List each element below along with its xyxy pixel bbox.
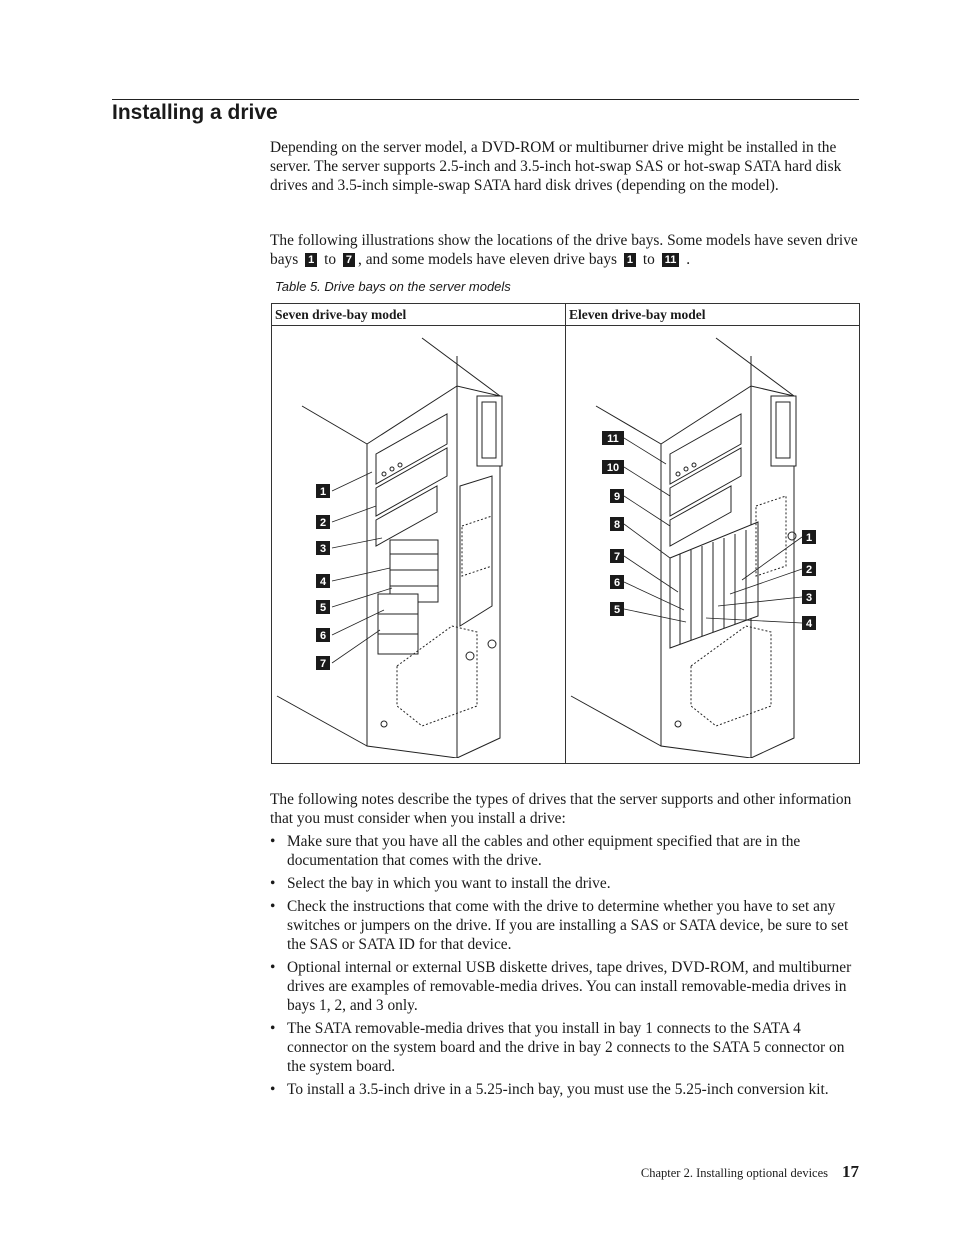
callout-2: 2	[319, 517, 327, 529]
eleven-bay-server-illustration	[566, 326, 859, 758]
callout-1: 1	[805, 532, 813, 544]
drive-bays-table	[271, 303, 860, 764]
callout-4: 4	[319, 576, 327, 588]
footer-chapter: Chapter 2. Installing optional devices	[640, 1166, 828, 1180]
bays-text-1: The following illustrations show the locations of the drive bays. Some models have seven drive bays	[270, 232, 858, 268]
bays-to-1: to	[324, 251, 337, 268]
callout-8: 8	[613, 519, 621, 531]
callout-badge: 7	[343, 253, 355, 267]
note-text: Optional internal or external USB diskette drives, tape drives, DVD-ROM, and multiburner drives are examples of removable-media drives. You can install removable-media drives in bays 1, 2, and 3 only.	[287, 959, 852, 1014]
page-footer	[641, 1162, 859, 1182]
callout-11: 11	[607, 433, 619, 445]
page-number: 17	[842, 1162, 859, 1181]
list-item	[270, 958, 860, 1015]
note-text: Select the bay in which you want to install the drive.	[287, 875, 611, 892]
note-text: Check the instructions that come with the drive to determine whether you have to set any switches or jumpers on the drive. If you are installing a SAS or SATA device, be sure to set the SAS or SATA ID for that device.	[287, 898, 849, 953]
eleven-bay-callouts-right	[802, 530, 816, 630]
callout-badge: 11	[662, 253, 680, 267]
callout-4: 4	[805, 618, 813, 630]
bullet: •	[270, 1081, 276, 1098]
callout-7: 7	[613, 551, 621, 563]
callout-badge: 1	[305, 253, 317, 267]
bays-text-2: , and some models have eleven drive bays	[358, 251, 618, 268]
callout-3: 3	[805, 592, 813, 604]
list-item	[270, 897, 860, 954]
bullet: •	[270, 898, 276, 915]
note-text: To install a 3.5-inch drive in a 5.25-inch bay, you must use the 5.25-inch conversion kit.	[287, 1081, 829, 1098]
seven-bay-server-illustration	[272, 326, 565, 758]
callout-10: 10	[606, 462, 620, 474]
bullet: •	[270, 833, 276, 850]
bays-end: .	[686, 251, 691, 268]
callout-9: 9	[613, 491, 621, 503]
callout-6: 6	[319, 630, 327, 642]
column-header-eleven: Eleven drive-bay model	[566, 304, 860, 326]
bullet: •	[270, 875, 276, 892]
column-header-seven: Seven drive-bay model	[272, 304, 566, 326]
list-item	[270, 874, 860, 893]
notes-intro: The following notes describe the types of drives that the server supports and other information that you must consider when you install a drive:	[270, 791, 852, 827]
callout-3: 3	[319, 543, 327, 555]
list-item	[270, 832, 860, 870]
callout-badge: 1	[624, 253, 636, 267]
table-caption: Table 5. Drive bays on the server models	[275, 279, 511, 294]
bays-paragraph	[270, 231, 860, 269]
page-heading: Installing a drive	[112, 101, 278, 124]
eleven-bay-callouts-left	[602, 431, 624, 616]
callout-7: 7	[319, 658, 327, 670]
eleven-bay-illustration-cell	[566, 326, 860, 764]
intro-paragraph: Depending on the server model, a DVD-ROM or multiburner drive might be installed in the server. The server supports 2.5-inch and 3.5-inch hot-swap SAS or hot-swap SATA hard disk drives and 3.5-inch simple-swap SATA hard disk drives (depending on the model).	[270, 139, 842, 194]
callout-1: 1	[319, 486, 327, 498]
seven-bay-illustration-cell	[272, 326, 566, 764]
bullet: •	[270, 1020, 276, 1037]
callout-6: 6	[613, 577, 621, 589]
callout-5: 5	[613, 604, 621, 616]
note-text: Make sure that you have all the cables and other equipment specified that are in the documentation that comes with the drive.	[287, 833, 801, 869]
list-item	[270, 1019, 860, 1076]
callout-2: 2	[805, 564, 813, 576]
notes-list	[270, 832, 860, 1099]
callout-5: 5	[319, 602, 327, 614]
list-item	[270, 1080, 860, 1099]
heading-rule	[112, 99, 859, 100]
bullet: •	[270, 959, 276, 976]
bays-to-2: to	[642, 251, 655, 268]
note-text: The SATA removable-media drives that you install in bay 1 connects to the SATA 4 connector on the system board and the drive in bay 2 connects to the SATA 5 connector on the system board.	[287, 1020, 845, 1075]
notes-section	[270, 790, 860, 1103]
seven-bay-callouts	[316, 484, 330, 670]
